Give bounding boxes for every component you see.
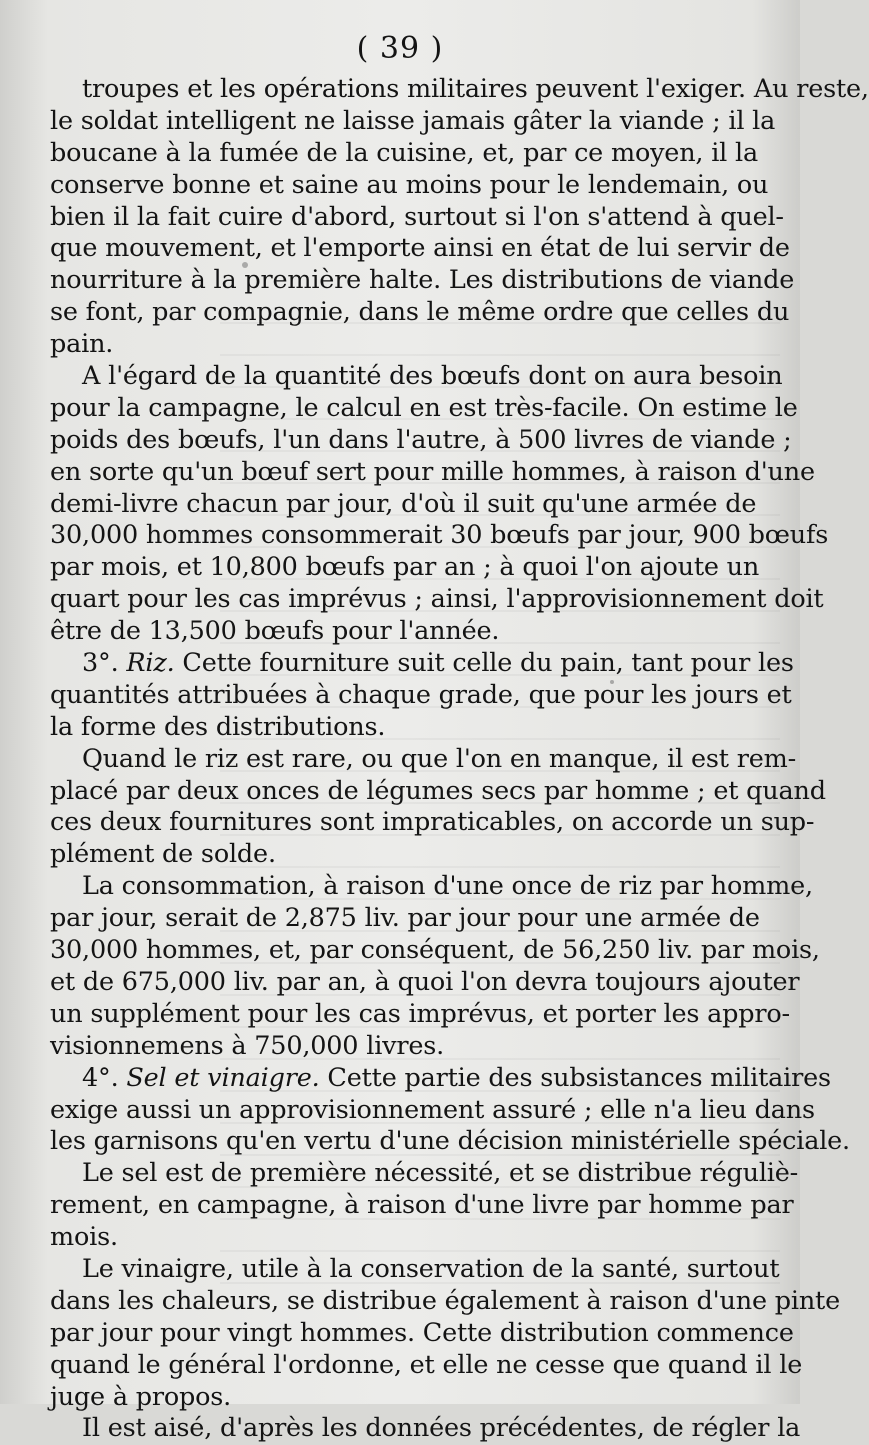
paragraph xyxy=(50,1158,799,1254)
text-line: et de 675,000 liv. par an, à quoi l'on devra toujours ajouter xyxy=(50,966,800,997)
text-line: par jour pour vingt hommes. Cette distribution commence xyxy=(50,1317,794,1348)
paragraph xyxy=(50,1413,801,1445)
text-line: A l'égard de la quantité des bœufs dont on aura besoin xyxy=(82,361,783,392)
text-line: Le sel est de première nécessité, et se distribue réguliè- xyxy=(82,1158,799,1189)
text-line: par mois, et 10,800 bœufs par an ; à quoi l'on ajoute un xyxy=(50,552,760,583)
text-line: La consommation, à raison d'une once de riz par homme, xyxy=(82,871,813,902)
text-line: nourriture à la première halte. Les distributions de viande xyxy=(50,265,795,296)
text-line: quand le général l'ordonne, et elle ne cesse que quand il le xyxy=(50,1349,803,1380)
section-number: 3°. xyxy=(82,648,127,679)
paragraph xyxy=(50,74,869,361)
text-run: Cette partie des subsistances militaires xyxy=(319,1062,831,1093)
text-line: être de 13,500 bœufs pour l'année. xyxy=(50,616,500,647)
paragraph xyxy=(50,871,820,1062)
text-line: pain. xyxy=(50,329,114,360)
text-line: pour la campagne, le calcul en est très-facile. On estime le xyxy=(50,392,798,423)
paragraph xyxy=(50,1062,850,1159)
text-line: les garnisons qu'en vertu d'une décision ministérielle spéciale. xyxy=(50,1126,850,1157)
text-line: que mouvement, et l'emporte ainsi en état de lui servir de xyxy=(50,233,790,264)
text-line: plément de solde. xyxy=(50,839,276,870)
text-line: un supplément pour les cas imprévus, et porter les appro- xyxy=(50,998,790,1029)
text-line: la forme des distributions. xyxy=(50,711,386,742)
text-line: visionnemens à 750,000 livres. xyxy=(50,1030,445,1061)
paragraph xyxy=(50,648,794,744)
text-line: poids des bœufs, l'un dans l'autre, à 500 livres de viande ; xyxy=(50,424,792,455)
text-line xyxy=(50,1062,831,1095)
text-line: le soldat intelligent ne laisse jamais gâter la viande ; il la xyxy=(50,105,776,136)
text-line: troupes et les opérations militaires peuvent l'exiger. Au reste, xyxy=(82,74,869,104)
paragraph xyxy=(50,743,826,872)
paragraph xyxy=(50,1253,840,1413)
text-line: conserve bonne et saine au moins pour le lendemain, ou xyxy=(50,169,769,200)
text-line: bien il la fait cuire d'abord, surtout si l'on s'attend à quel- xyxy=(50,201,784,232)
text-line: 30,000 hommes, et, par conséquent, de 56,250 liv. par mois, xyxy=(50,935,820,966)
text-line: exige aussi un approvisionnement assuré ; elle n'a lieu dans xyxy=(50,1094,815,1125)
text-line: se font, par compagnie, dans le même ordre que celles du xyxy=(50,297,790,328)
text-line xyxy=(50,648,794,680)
text-line: mois. xyxy=(50,1222,118,1253)
text-line: Quand le riz est rare, ou que l'on en manque, il est rem- xyxy=(82,743,797,774)
text-line: quantités attribuées à chaque grade, que pour les jours et xyxy=(50,679,792,710)
text-line: 30,000 hommes consommerait 30 bœufs par jour, 900 bœufs xyxy=(50,520,829,551)
text-line: boucane à la fumée de la cuisine, et, par ce moyen, il la xyxy=(50,137,759,168)
text-line: ces deux fournitures sont impraticables, on accorde un sup- xyxy=(50,807,815,838)
page-number: ( 39 ) xyxy=(356,31,444,66)
text-line: dans les chaleurs, se distribue également à raison d'une pinte xyxy=(50,1285,840,1316)
text-line: en sorte qu'un bœuf sert pour mille hommes, à raison d'une xyxy=(50,456,815,487)
text-line: demi-livre chacun par jour, d'où il suit qu'une armée de xyxy=(50,488,757,519)
text-line: Le vinaigre, utile à la conservation de la santé, surtout xyxy=(82,1253,780,1284)
body-text xyxy=(50,74,869,1445)
section-number: 4°. xyxy=(82,1062,127,1093)
text-line: Il est aisé, d'après les données précédentes, de régler la xyxy=(82,1413,801,1444)
text-line: juge à propos. xyxy=(50,1381,232,1412)
section-heading: Sel et vinaigre. xyxy=(126,1062,320,1093)
text-run: Cette fourniture suit celle du pain, tant pour les xyxy=(174,648,794,679)
text-line: rement, en campagne, à raison d'une livre par homme par xyxy=(50,1190,794,1221)
text-line: par jour, serait de 2,875 liv. par jour pour une armée de xyxy=(50,903,760,934)
text-line: quart pour les cas imprévus ; ainsi, l'approvisionnement doit xyxy=(50,584,824,615)
section-heading: Riz. xyxy=(126,648,175,679)
text-line: placé par deux onces de légumes secs par homme ; et quand xyxy=(50,775,826,806)
paragraph xyxy=(50,361,829,648)
